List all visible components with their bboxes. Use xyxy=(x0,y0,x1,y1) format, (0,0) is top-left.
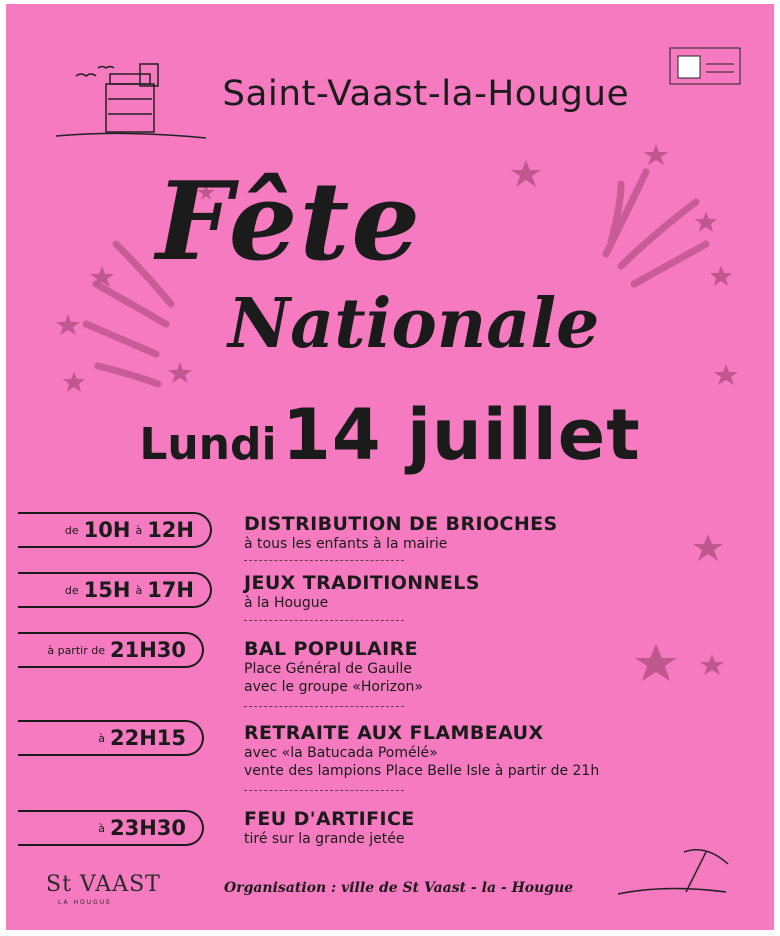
poster xyxy=(6,4,774,930)
organisation-credit: Organisation : ville de St Vaast - la - Hougue xyxy=(224,880,574,896)
logo-text: St VAAST xyxy=(46,872,161,897)
parasol-icon xyxy=(618,850,728,894)
event-item xyxy=(244,513,558,553)
title-fete: Fête xyxy=(156,159,423,285)
time-prefix: à xyxy=(98,731,105,745)
event-item xyxy=(244,722,599,780)
event-item xyxy=(244,808,415,848)
event-detail: Place Général de Gaulle xyxy=(244,661,412,677)
time-prefix: à xyxy=(98,821,105,835)
time-end: 12H xyxy=(147,518,194,542)
logo-subtext: LA HOUGUE xyxy=(58,899,112,906)
time-start: 21H30 xyxy=(109,638,186,662)
time-end: 17H xyxy=(147,578,194,602)
event-title: JEUX TRADITIONNELS xyxy=(244,572,480,594)
event-title: RETRAITE AUX FLAMBEAUX xyxy=(244,722,544,744)
event-item xyxy=(244,638,423,696)
event-item xyxy=(244,572,480,612)
time-prefix: de xyxy=(64,523,79,537)
time-start: 10H xyxy=(83,518,131,542)
time-mid: à xyxy=(135,523,143,537)
time-pill xyxy=(18,810,204,846)
time-mid: à xyxy=(135,583,143,597)
firework-icon xyxy=(606,172,706,284)
time-pill xyxy=(18,512,212,548)
time-start: 23H30 xyxy=(109,816,186,840)
title-nationale: Nationale xyxy=(228,284,600,364)
divider xyxy=(244,706,404,707)
event-title: FEU D'ARTIFICE xyxy=(244,808,415,830)
event-title: BAL POPULAIRE xyxy=(244,638,419,660)
time-start: 22H15 xyxy=(109,726,186,750)
event-detail: vente des lampions Place Belle Isle à partir de 21h xyxy=(244,763,600,779)
town-name: Saint-Vaast-la-Hougue xyxy=(222,74,630,114)
divider xyxy=(244,560,404,561)
event-detail: avec «la Batucada Pomélé» xyxy=(244,745,438,761)
time-start: 15H xyxy=(83,578,131,602)
event-title: DISTRIBUTION DE BRIOCHES xyxy=(244,513,558,535)
time-prefix: à partir de xyxy=(47,643,105,657)
event-detail: avec le groupe «Horizon» xyxy=(244,679,423,695)
time-pill xyxy=(18,720,204,756)
divider xyxy=(244,790,404,791)
event-detail: à tous les enfants à la mairie xyxy=(244,536,448,552)
time-pill xyxy=(18,572,212,608)
divider xyxy=(244,620,404,621)
day-label: Lundi xyxy=(139,419,277,470)
date-line xyxy=(6,394,774,476)
event-detail: tiré sur la grande jetée xyxy=(244,831,405,847)
event-detail: à la Hougue xyxy=(244,595,329,611)
time-pill xyxy=(18,632,204,668)
time-prefix: de xyxy=(64,583,79,597)
date-label: 14 juillet xyxy=(282,394,641,476)
